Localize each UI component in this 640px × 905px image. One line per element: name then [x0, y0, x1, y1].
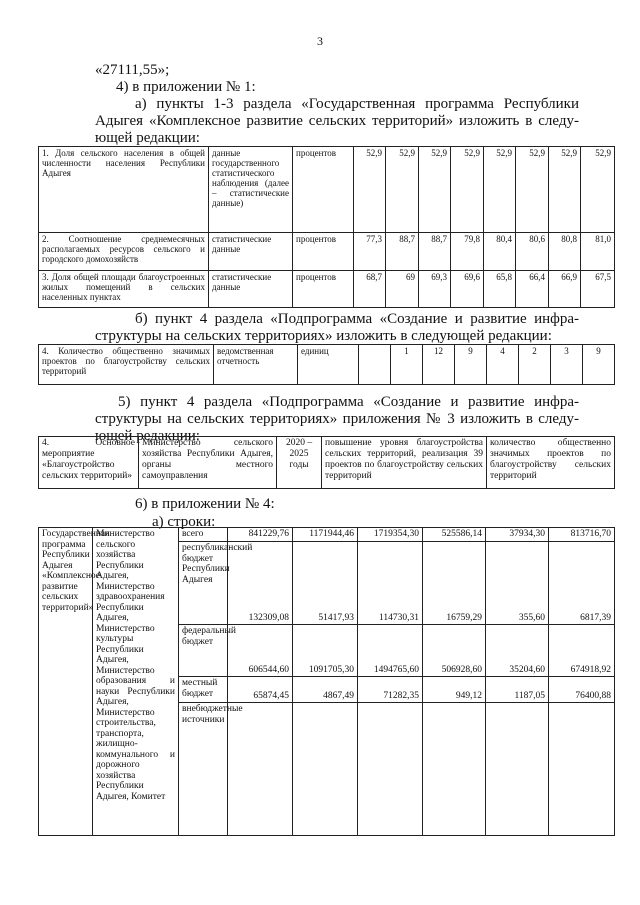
row-label: местный бюджет	[179, 677, 228, 703]
value-cell: 65,8	[484, 271, 516, 308]
value-cell	[293, 703, 358, 836]
value-cell: 52,9	[354, 147, 386, 233]
value-cell: 77,3	[354, 233, 386, 271]
value-cell: 9	[583, 345, 615, 385]
value-cell: 132309,08	[228, 542, 293, 625]
value-cell: 65874,45	[228, 677, 293, 703]
indicator-name: 4. Количество общественно значимых проектов по благоустройству сельских территорий	[39, 345, 214, 385]
value-cell: 37934,30	[486, 528, 549, 542]
financing-table	[38, 527, 615, 836]
table-row	[39, 271, 615, 308]
indicator-unit: процентов	[293, 233, 354, 271]
measure-name: 4. Основное мероприятие «Благоустройство сельских территорий»	[39, 437, 139, 489]
paragraph-b-line2: структуры на сельских территориях» изложить в следующей редакции:	[95, 328, 552, 344]
value-cell: 52,9	[484, 147, 516, 233]
measure-result: повышение уровня благоустройства сельских территорий, реализация 39 проектов по благоустройству сельских территорий	[322, 437, 487, 489]
indicator-unit: процентов	[293, 147, 354, 233]
value-cell: 76400,88	[549, 677, 615, 703]
indicator-name: 3. Доля общей площади благоустроенных жилых помещений в сельских населенных пунктах	[39, 271, 209, 308]
value-cell: 841229,76	[228, 528, 293, 542]
table-row	[39, 437, 615, 489]
value-cell: 52,9	[451, 147, 484, 233]
value-cell	[486, 703, 549, 836]
value-cell: 1494765,60	[358, 625, 423, 677]
value-cell: 88,7	[419, 233, 451, 271]
value-cell: 69,3	[419, 271, 451, 308]
row-label: всего	[179, 528, 228, 542]
measure-indicator: количество общественно значимых проектов по благоустройству сельских территорий	[487, 437, 615, 489]
value-cell: 525586,14	[423, 528, 486, 542]
value-cell: 52,9	[386, 147, 419, 233]
paragraph-value: «27111,55»;	[95, 62, 170, 78]
value-cell: 66,9	[549, 271, 581, 308]
value-cell: 52,9	[581, 147, 615, 233]
value-cell: 79,8	[451, 233, 484, 271]
program-executors: Министерство сельского хозяйства Республики Адыгея, Министерство здравоохранения Республики Адыгея, Министерство культуры Республики Адыгея, Министерство образования и науки Республики Адыгея, Министерство строительства, транспорта, жилищно-коммунального и дорожного хозяйства Республики Адыгея, Комитет	[93, 528, 179, 836]
value-cell: 51417,93	[293, 542, 358, 625]
indicator-name: 1. Доля сельского населения в общей численности населения Республики Адыгея	[39, 147, 209, 233]
value-cell: 1187,05	[486, 677, 549, 703]
value-cell: 6817,39	[549, 542, 615, 625]
value-cell	[358, 703, 423, 836]
table-row	[39, 528, 615, 542]
value-cell: 69	[386, 271, 419, 308]
row-label: федеральный бюджет	[179, 625, 228, 677]
value-cell	[359, 345, 391, 385]
page-number: 3	[317, 34, 323, 48]
paragraph-a-line1: а) пункты 1-3 раздела «Государственная программа Республики	[135, 96, 579, 112]
table-row	[39, 233, 615, 271]
value-cell: 114730,31	[358, 542, 423, 625]
value-cell	[423, 703, 486, 836]
value-cell: 674918,92	[549, 625, 615, 677]
paragraph-a-line2: Адыгея «Комплексное развитие сельских территорий» изложить в следу-	[95, 113, 579, 129]
measure-table	[38, 436, 615, 489]
value-cell: 12	[423, 345, 455, 385]
value-cell: 52,9	[549, 147, 581, 233]
row-label: внебюджетные источники	[179, 703, 228, 836]
paragraph-a-line3: ющей редакции:	[95, 130, 200, 146]
value-cell: 1171944,46	[293, 528, 358, 542]
value-cell: 1091705,30	[293, 625, 358, 677]
value-cell: 16759,29	[423, 542, 486, 625]
value-cell: 52,9	[516, 147, 549, 233]
table-row	[39, 147, 615, 233]
value-cell: 4867,49	[293, 677, 358, 703]
paragraph-6-a: а) строки:	[152, 514, 216, 530]
paragraph-6: 6) в приложении № 4:	[135, 496, 275, 512]
value-cell: 949,12	[423, 677, 486, 703]
value-cell: 80,8	[549, 233, 581, 271]
indicator-source: ведомственная отчетность	[214, 345, 298, 385]
value-cell: 80,4	[484, 233, 516, 271]
indicator-source: статистические данные	[209, 233, 293, 271]
table-row	[39, 345, 615, 385]
indicator-name: 2. Соотношение среднемесячных располагаемых ресурсов сельского и городского домохозяйств	[39, 233, 209, 271]
row-label: республиканский бюджет Республики Адыгея	[179, 542, 228, 625]
value-cell: 1719354,30	[358, 528, 423, 542]
measure-executor: Министерство сельского хозяйства Республики Адыгея, органы местного самоуправления	[139, 437, 277, 489]
value-cell: 3	[551, 345, 583, 385]
program-name: Государственная программа Республики Адыгея «Комплексное развитие сельских территорий»	[39, 528, 93, 836]
paragraph-b-line1: б) пункт 4 раздела «Подпрограмма «Создание и развитие инфра-	[135, 311, 579, 327]
indicator-unit: единиц	[298, 345, 359, 385]
value-cell	[549, 703, 615, 836]
value-cell: 66,4	[516, 271, 549, 308]
value-cell: 355,60	[486, 542, 549, 625]
value-cell: 35204,60	[486, 625, 549, 677]
value-cell: 69,6	[451, 271, 484, 308]
paragraph-5-line3: ющей редакции:	[95, 428, 200, 444]
indicator-source: данные государственного статистического наблюдения (далее – статистические данные)	[209, 147, 293, 233]
value-cell: 67,5	[581, 271, 615, 308]
value-cell: 81,0	[581, 233, 615, 271]
value-cell: 2	[519, 345, 551, 385]
value-cell	[228, 703, 293, 836]
indicator-source: статистические данные	[209, 271, 293, 308]
measure-period: 2020 – 2025 годы	[277, 437, 322, 489]
value-cell: 1	[391, 345, 423, 385]
value-cell: 52,9	[419, 147, 451, 233]
indicator-4-table	[38, 344, 615, 385]
paragraph-5-line2: структуры на сельских территориях» приложения № 3 изложить в следу-	[95, 411, 579, 427]
value-cell: 4	[487, 345, 519, 385]
value-cell: 68,7	[354, 271, 386, 308]
value-cell: 813716,70	[549, 528, 615, 542]
paragraph-5-line1: 5) пункт 4 раздела «Подпрограмма «Создание и развитие инфра-	[118, 394, 579, 410]
indicators-table	[38, 146, 615, 308]
value-cell: 606544,60	[228, 625, 293, 677]
value-cell: 88,7	[386, 233, 419, 271]
value-cell: 9	[455, 345, 487, 385]
indicator-unit: процентов	[293, 271, 354, 308]
paragraph-appendix-1: 4) в приложении № 1:	[116, 79, 256, 95]
value-cell: 506928,60	[423, 625, 486, 677]
value-cell: 80,6	[516, 233, 549, 271]
value-cell: 71282,35	[358, 677, 423, 703]
